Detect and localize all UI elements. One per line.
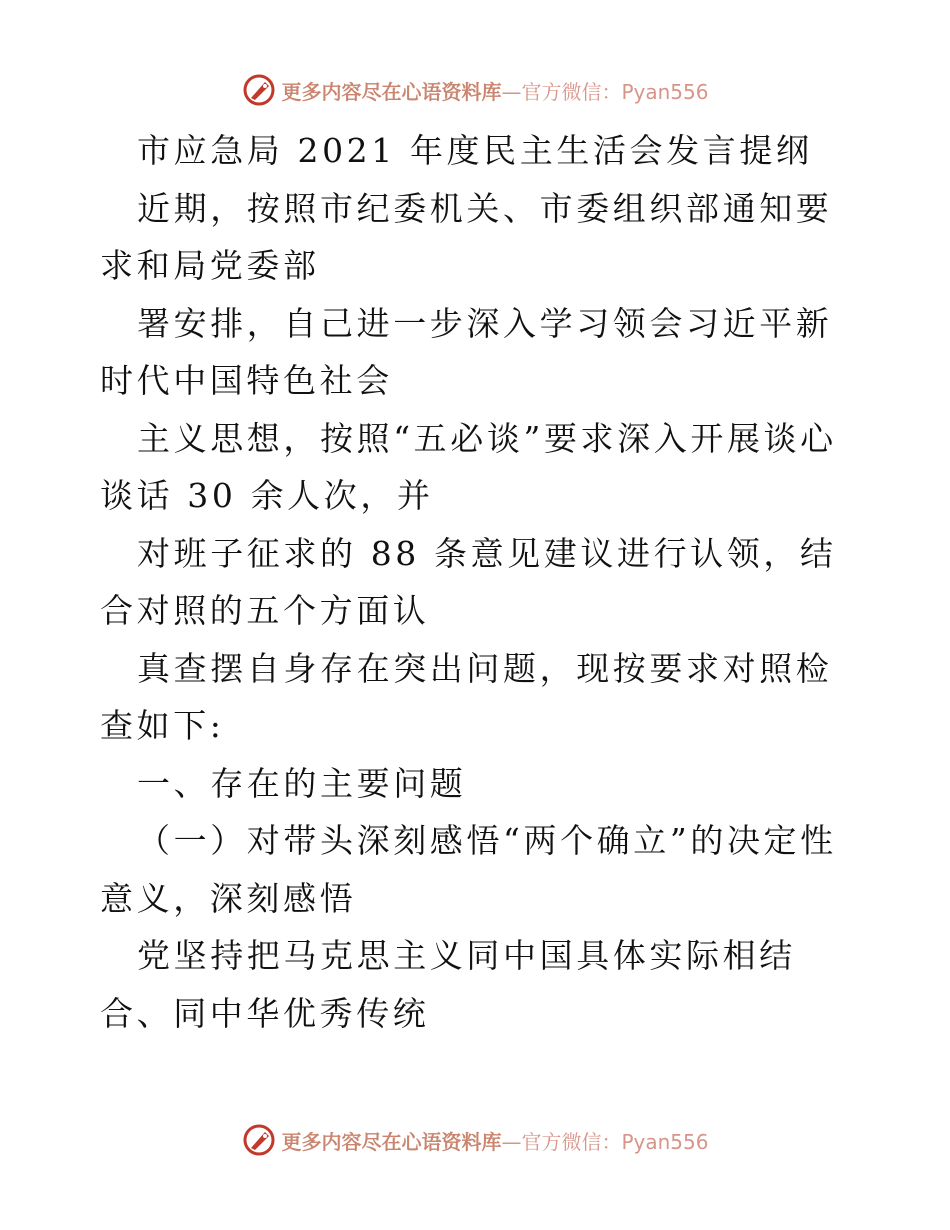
paragraph: 对班子征求的 88 条意见建议进行认领，结合对照的五个方面认 <box>100 533 837 630</box>
watermark-sub-text: —官方微信：Pyan556 <box>501 1129 709 1154</box>
paragraph: （一）对带头深刻感悟“两个确立”的决定性意义，深刻感悟 <box>100 821 837 918</box>
section-heading: 一、存在的主要问题 <box>137 763 467 803</box>
pen-nib-circle-icon <box>241 1122 277 1158</box>
paragraph: 近期，按照市纪委机关、市委组织部通知要求和局党委部 <box>100 188 833 285</box>
document-body <box>100 122 860 1042</box>
watermark-header <box>0 70 950 110</box>
paragraph: 主义思想，按照“五必谈”要求深入开展谈心谈话 30 余人次，并 <box>100 418 837 515</box>
watermark-main-text: 更多内容尽在心语资料库 <box>281 79 502 104</box>
paragraph: 署安排，自己进一步深入学习领会习近平新时代中国特色社会 <box>100 303 833 400</box>
watermark-footer <box>0 1120 950 1160</box>
watermark-main-text: 更多内容尽在心语资料库 <box>281 1129 502 1154</box>
paragraph: 真查摆自身存在突出问题，现按要求对照检查如下: <box>100 648 833 745</box>
document-title: 市应急局 2021 年度民主生活会发言提纲 <box>137 131 813 170</box>
watermark-sub-text: —官方微信：Pyan556 <box>501 79 709 104</box>
pen-nib-circle-icon <box>241 72 277 108</box>
paragraph: 党坚持把马克思主义同中国具体实际相结合、同中华优秀传统 <box>100 936 796 1033</box>
